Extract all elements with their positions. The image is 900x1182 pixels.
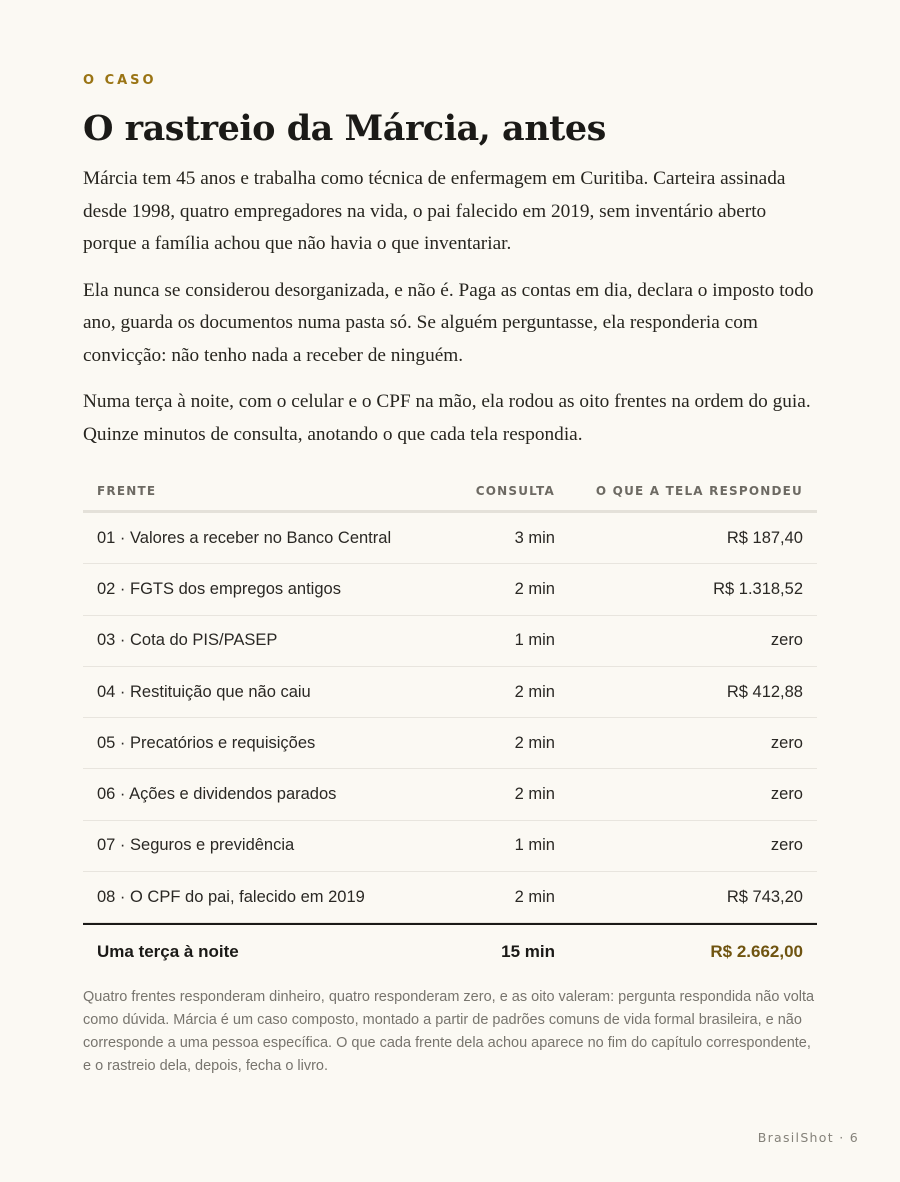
table-row bbox=[83, 821, 817, 872]
cell-frente: 03 · Cota do PIS/PASEP bbox=[97, 631, 278, 650]
header-resposta: O QUE A TELA RESPONDEU bbox=[595, 484, 803, 498]
body-text bbox=[83, 163, 817, 465]
cell-consulta: 1 min bbox=[514, 631, 555, 650]
cell-resposta: zero bbox=[770, 836, 803, 855]
page-title: O rastreio da Márcia, antes bbox=[83, 108, 606, 149]
cell-resposta: zero bbox=[770, 733, 803, 752]
table-header bbox=[83, 472, 817, 513]
header-frente: FRENTE bbox=[97, 484, 157, 498]
cell-resposta: R$ 1.318,52 bbox=[713, 579, 803, 598]
cell-consulta: 1 min bbox=[514, 836, 555, 855]
cell-consulta: 2 min bbox=[514, 733, 555, 752]
paragraph: Ela nunca se considerou desorganizada, e não é. Paga as contas em dia, declara o imposto todo ano, guarda os documentos numa pasta só. Se alguém perguntasse, ela responderia com convicção: não tenho nada a receber de ninguém. bbox=[83, 279, 814, 366]
cell-resposta: R$ 743,20 bbox=[726, 887, 803, 906]
cell-consulta: 2 min bbox=[514, 682, 555, 701]
results-table bbox=[83, 472, 817, 978]
cell-consulta: 3 min bbox=[514, 528, 555, 547]
cell-frente: 04 · Restituição que não caiu bbox=[97, 682, 311, 701]
cell-consulta: 2 min bbox=[514, 785, 555, 804]
cell-frente: 01 · Valores a receber no Banco Central bbox=[97, 528, 392, 547]
total-label: Uma terça à noite bbox=[97, 941, 239, 961]
table-row bbox=[83, 564, 817, 615]
cell-consulta: 2 min bbox=[514, 887, 555, 906]
table-row bbox=[83, 718, 817, 769]
table-row bbox=[83, 513, 817, 564]
cell-frente: 08 · O CPF do pai, falecido em 2019 bbox=[97, 887, 365, 906]
table-row bbox=[83, 667, 817, 718]
table-row bbox=[83, 872, 817, 923]
cell-frente: 07 · Seguros e previdência bbox=[97, 836, 295, 855]
paragraph: Márcia tem 45 anos e trabalha como técnica de enfermagem em Curitiba. Carteira assinada desde 1998, quatro empregadores na vida, o pai falecido em 2019, sem inventário aberto porque a família achou que não havia o que inventariar. bbox=[83, 168, 786, 254]
cell-resposta: zero bbox=[770, 631, 803, 650]
table-total-row bbox=[83, 923, 817, 978]
cell-resposta: zero bbox=[770, 785, 803, 804]
cell-resposta: R$ 412,88 bbox=[726, 682, 803, 701]
cell-resposta: R$ 187,40 bbox=[726, 528, 803, 547]
page-footer: BrasilShot · 6 bbox=[757, 1130, 859, 1145]
table-row bbox=[83, 616, 817, 667]
total-time: 15 min bbox=[501, 941, 555, 961]
cell-consulta: 2 min bbox=[514, 579, 555, 598]
table-note: Quatro frentes responderam dinheiro, quatro responderam zero, e as oito valeram: pergunta respondida não volta como dúvida. Márcia é um caso composto, montado a partir de padrões comuns de vida formal brasileira, e não corresponde a uma pessoa específica. O que cada frente dela achou aparece no fim do capítulo correspondente, e o rastreio dela, depois, fecha o livro. bbox=[83, 989, 815, 1074]
cell-frente: 02 · FGTS dos empregos antigos bbox=[97, 579, 341, 598]
total-amount: R$ 2.662,00 bbox=[710, 941, 803, 961]
cell-frente: 05 · Precatórios e requisições bbox=[97, 733, 316, 752]
section-kicker: O CASO bbox=[83, 73, 157, 88]
table-row bbox=[83, 769, 817, 820]
cell-frente: 06 · Ações e dividendos parados bbox=[97, 785, 337, 804]
header-consulta: CONSULTA bbox=[475, 484, 555, 498]
paragraph: Numa terça à noite, com o celular e o CPF na mão, ela rodou as oito frentes na ordem do guia. Quinze minutos de consulta, anotando o que cada tela respondia. bbox=[83, 391, 811, 445]
